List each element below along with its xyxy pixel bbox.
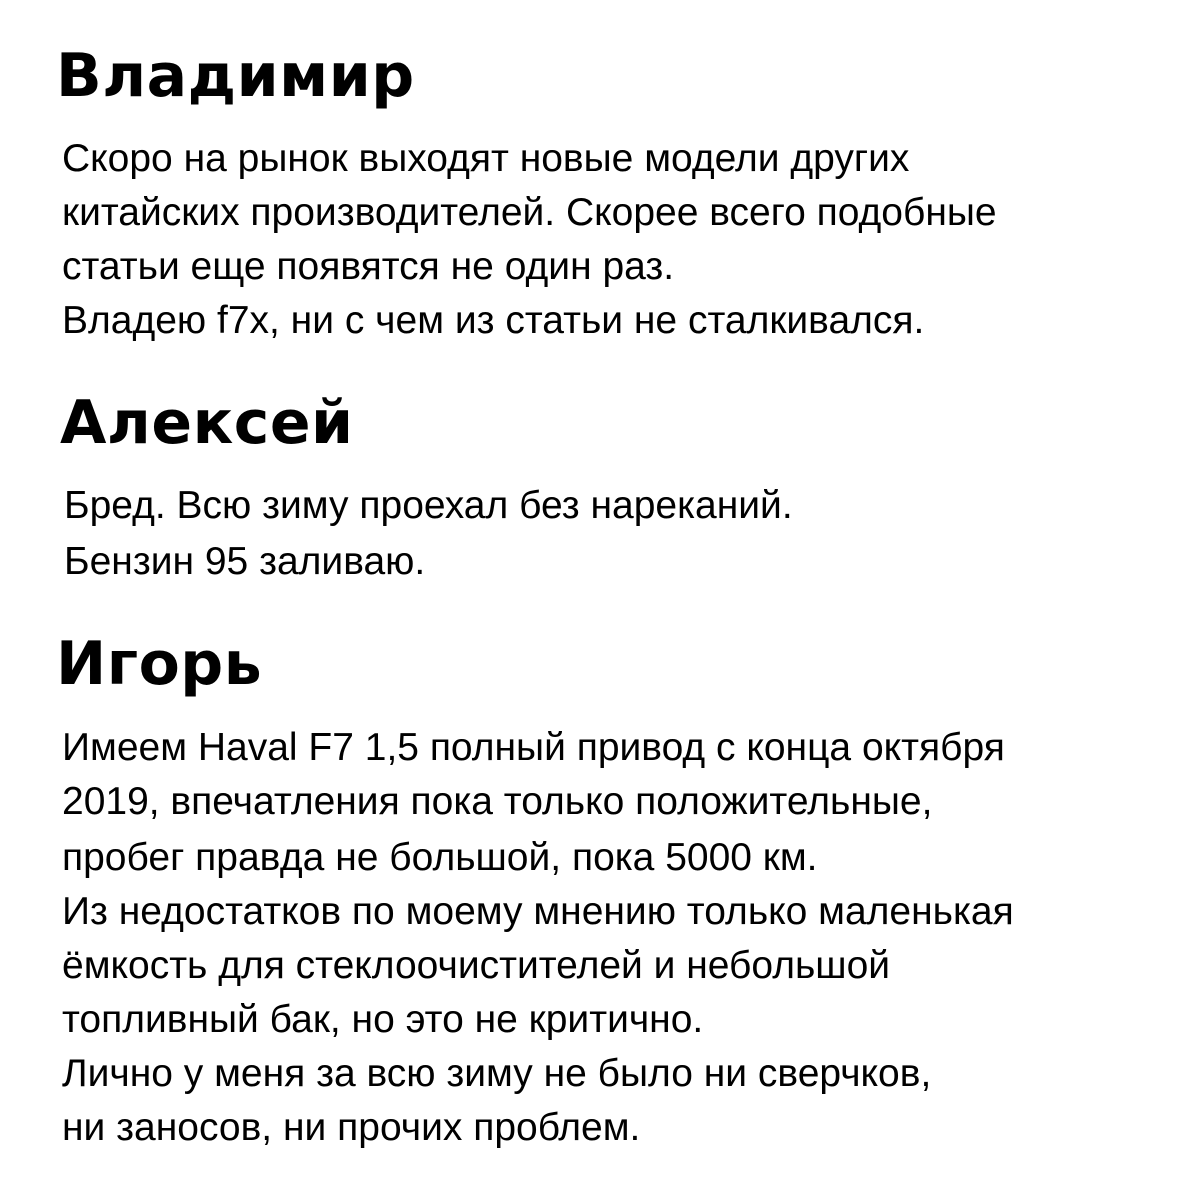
review-text-line: ёмкость для стеклоочистителей и небольшой [62, 944, 891, 987]
review-text-line: Бред. Всю зиму проехал без нареканий. [64, 484, 793, 527]
review-text-line: 2019, впечатления пока только положительные, [62, 780, 933, 823]
review-text-line: Бензин 95 заливаю. [64, 540, 426, 583]
review-text-line: Из недостатков по моему мнению только маленькая [62, 890, 1014, 933]
review-author: Игорь [56, 629, 263, 699]
review-text-line: Имеем Haval F7 1,5 полный привод с конца октября [62, 726, 1005, 769]
review-text-line: Лично у меня за всю зиму не было ни сверчков, [62, 1052, 932, 1095]
review-text-line: ни заносов, ни прочих проблем. [62, 1106, 641, 1149]
review-text-line: топливный бак, но это не критично. [62, 998, 704, 1041]
review-author: Алексей [60, 388, 354, 458]
review-text-line: китайских производителей. Скорее всего подобные [62, 191, 997, 234]
review-text-line: Владею f7x, ни с чем из статьи не сталкивался. [62, 299, 925, 342]
review-text-line: пробег правда не большой, пока 5000 км. [62, 836, 818, 879]
review-text-line: Скоро на рынок выходят новые модели других [62, 137, 910, 180]
review-author: Владимир [56, 41, 415, 111]
review-text-line: статьи еще появятся не один раз. [62, 245, 675, 288]
